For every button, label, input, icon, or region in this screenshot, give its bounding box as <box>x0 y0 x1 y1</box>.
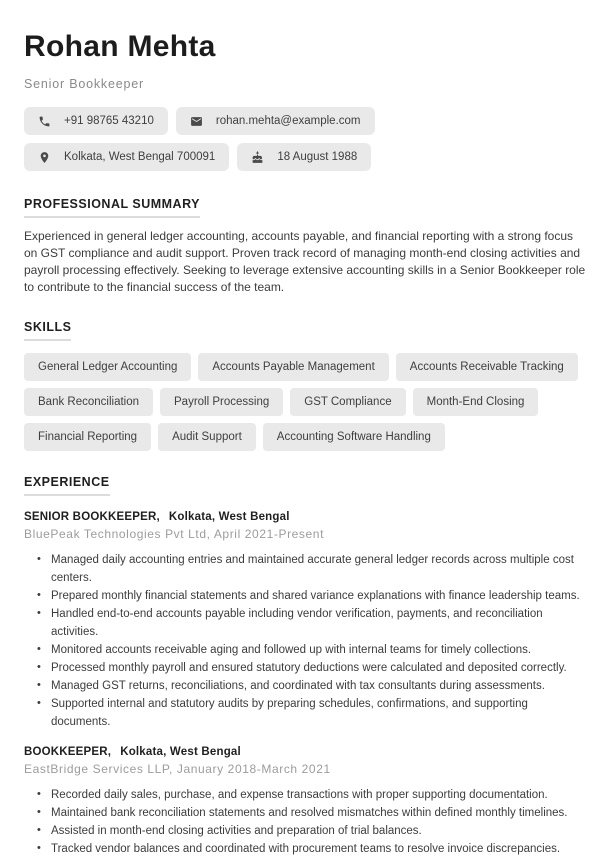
person-job-title: Senior Bookkeeper <box>24 77 144 91</box>
skills-heading: SKILLS <box>24 320 71 341</box>
summary-heading: PROFESSIONAL SUMMARY <box>24 197 200 218</box>
job-bullet: • Processed monthly payroll and ensured statutory deductions were calculated and deposited correctly. <box>24 659 588 677</box>
job-bullet: • Prepared monthly financial statements and shared variance explanations with finance leadership teams. <box>24 587 588 605</box>
job-bullet-list <box>24 551 588 731</box>
skill-chip: Accounts Payable Management <box>198 353 388 381</box>
job-company-dates: EastBridge Services LLP, January 2018-March 2021 <box>24 762 331 776</box>
section-skills <box>24 318 588 451</box>
experience-heading: EXPERIENCE <box>24 475 110 496</box>
job-bullet: • Managed daily accounting entries and maintained accurate general ledger records across multiple cost centers. <box>24 551 588 587</box>
person-name: Rohan Mehta <box>24 30 216 63</box>
job-location: Kolkata, West Bengal <box>120 746 241 758</box>
job-title-line <box>24 746 588 758</box>
birthday-icon <box>251 151 264 164</box>
job-bullet: • Monitored accounts receivable aging and followed up with internal teams for timely collections. <box>24 641 588 659</box>
skill-chip: General Ledger Accounting <box>24 353 191 381</box>
contact-chip-phone <box>24 107 168 135</box>
job-bullet: • Supported internal and statutory audits by preparing schedules, confirmations, and supporting documents. <box>24 695 588 731</box>
job-location: Kolkata, West Bengal <box>168 511 290 523</box>
contact-chip-birthday <box>237 143 371 171</box>
contact-chip-location <box>24 143 229 171</box>
job-title: SENIOR BOOKKEEPER, <box>24 511 160 523</box>
phone-icon <box>38 115 51 128</box>
contact-chips <box>24 107 564 171</box>
skill-chip: Financial Reporting <box>24 423 151 451</box>
skill-chip: Audit Support <box>158 423 256 451</box>
summary-text: Experienced in general ledger accounting, accounts payable, and financial reporting with a strong focus on GST compliance and audit support. Proven track record of managing month-end closing activities and payroll processing effectively. Seeking to leverage extensive accounting skills in a Senior Bookkeeper role to contribute to the financial success of the team. <box>24 229 586 294</box>
job-bullet: • Managed GST returns, reconciliations, and coordinated with tax consultants during assessments. <box>24 677 588 695</box>
contact-email-text: rohan.mehta@example.com <box>215 115 361 127</box>
contact-chip-email <box>176 107 375 135</box>
skill-chip-list <box>24 353 588 451</box>
skill-chip: Accounting Software Handling <box>263 423 445 451</box>
skill-chip: Month-End Closing <box>413 388 539 416</box>
job-bullet: • Maintained bank reconciliation statements and resolved mismatches within defined monthly timelines. <box>24 804 588 822</box>
skill-chip: GST Compliance <box>290 388 405 416</box>
skill-chip: Bank Reconciliation <box>24 388 153 416</box>
skill-chip: Payroll Processing <box>160 388 283 416</box>
contact-phone-text: +91 98765 43210 <box>64 115 154 127</box>
job-company-dates: BluePeak Technologies Pvt Ltd, April 2021-Present <box>24 527 325 541</box>
section-experience <box>24 473 588 858</box>
job-bullet: • Recorded daily sales, purchase, and expense transactions with proper supporting documentation. <box>24 786 588 804</box>
job-bullet-list <box>24 786 588 858</box>
job-title-line <box>24 511 588 523</box>
job-title: BOOKKEEPER, <box>24 746 112 758</box>
email-icon <box>190 115 203 128</box>
resume-header <box>24 30 588 171</box>
job-entry-senior-bookkeeper <box>24 511 588 731</box>
section-professional-summary <box>24 195 588 296</box>
job-bullet: • Handled end-to-end accounts payable including vendor verification, payments, and reconciliation activities. <box>24 605 588 641</box>
job-bullet: • Tracked vendor balances and coordinated with procurement teams to resolve invoice discrepancies. <box>24 840 588 858</box>
contact-location-text: Kolkata, West Bengal 700091 <box>64 151 216 163</box>
location-icon <box>38 151 51 164</box>
job-bullet: • Assisted in month-end closing activities and preparation of trial balances. <box>24 822 588 840</box>
contact-birthday-text: 18 August 1988 <box>277 151 358 163</box>
skill-chip: Accounts Receivable Tracking <box>396 353 578 381</box>
job-entry-bookkeeper <box>24 746 588 858</box>
